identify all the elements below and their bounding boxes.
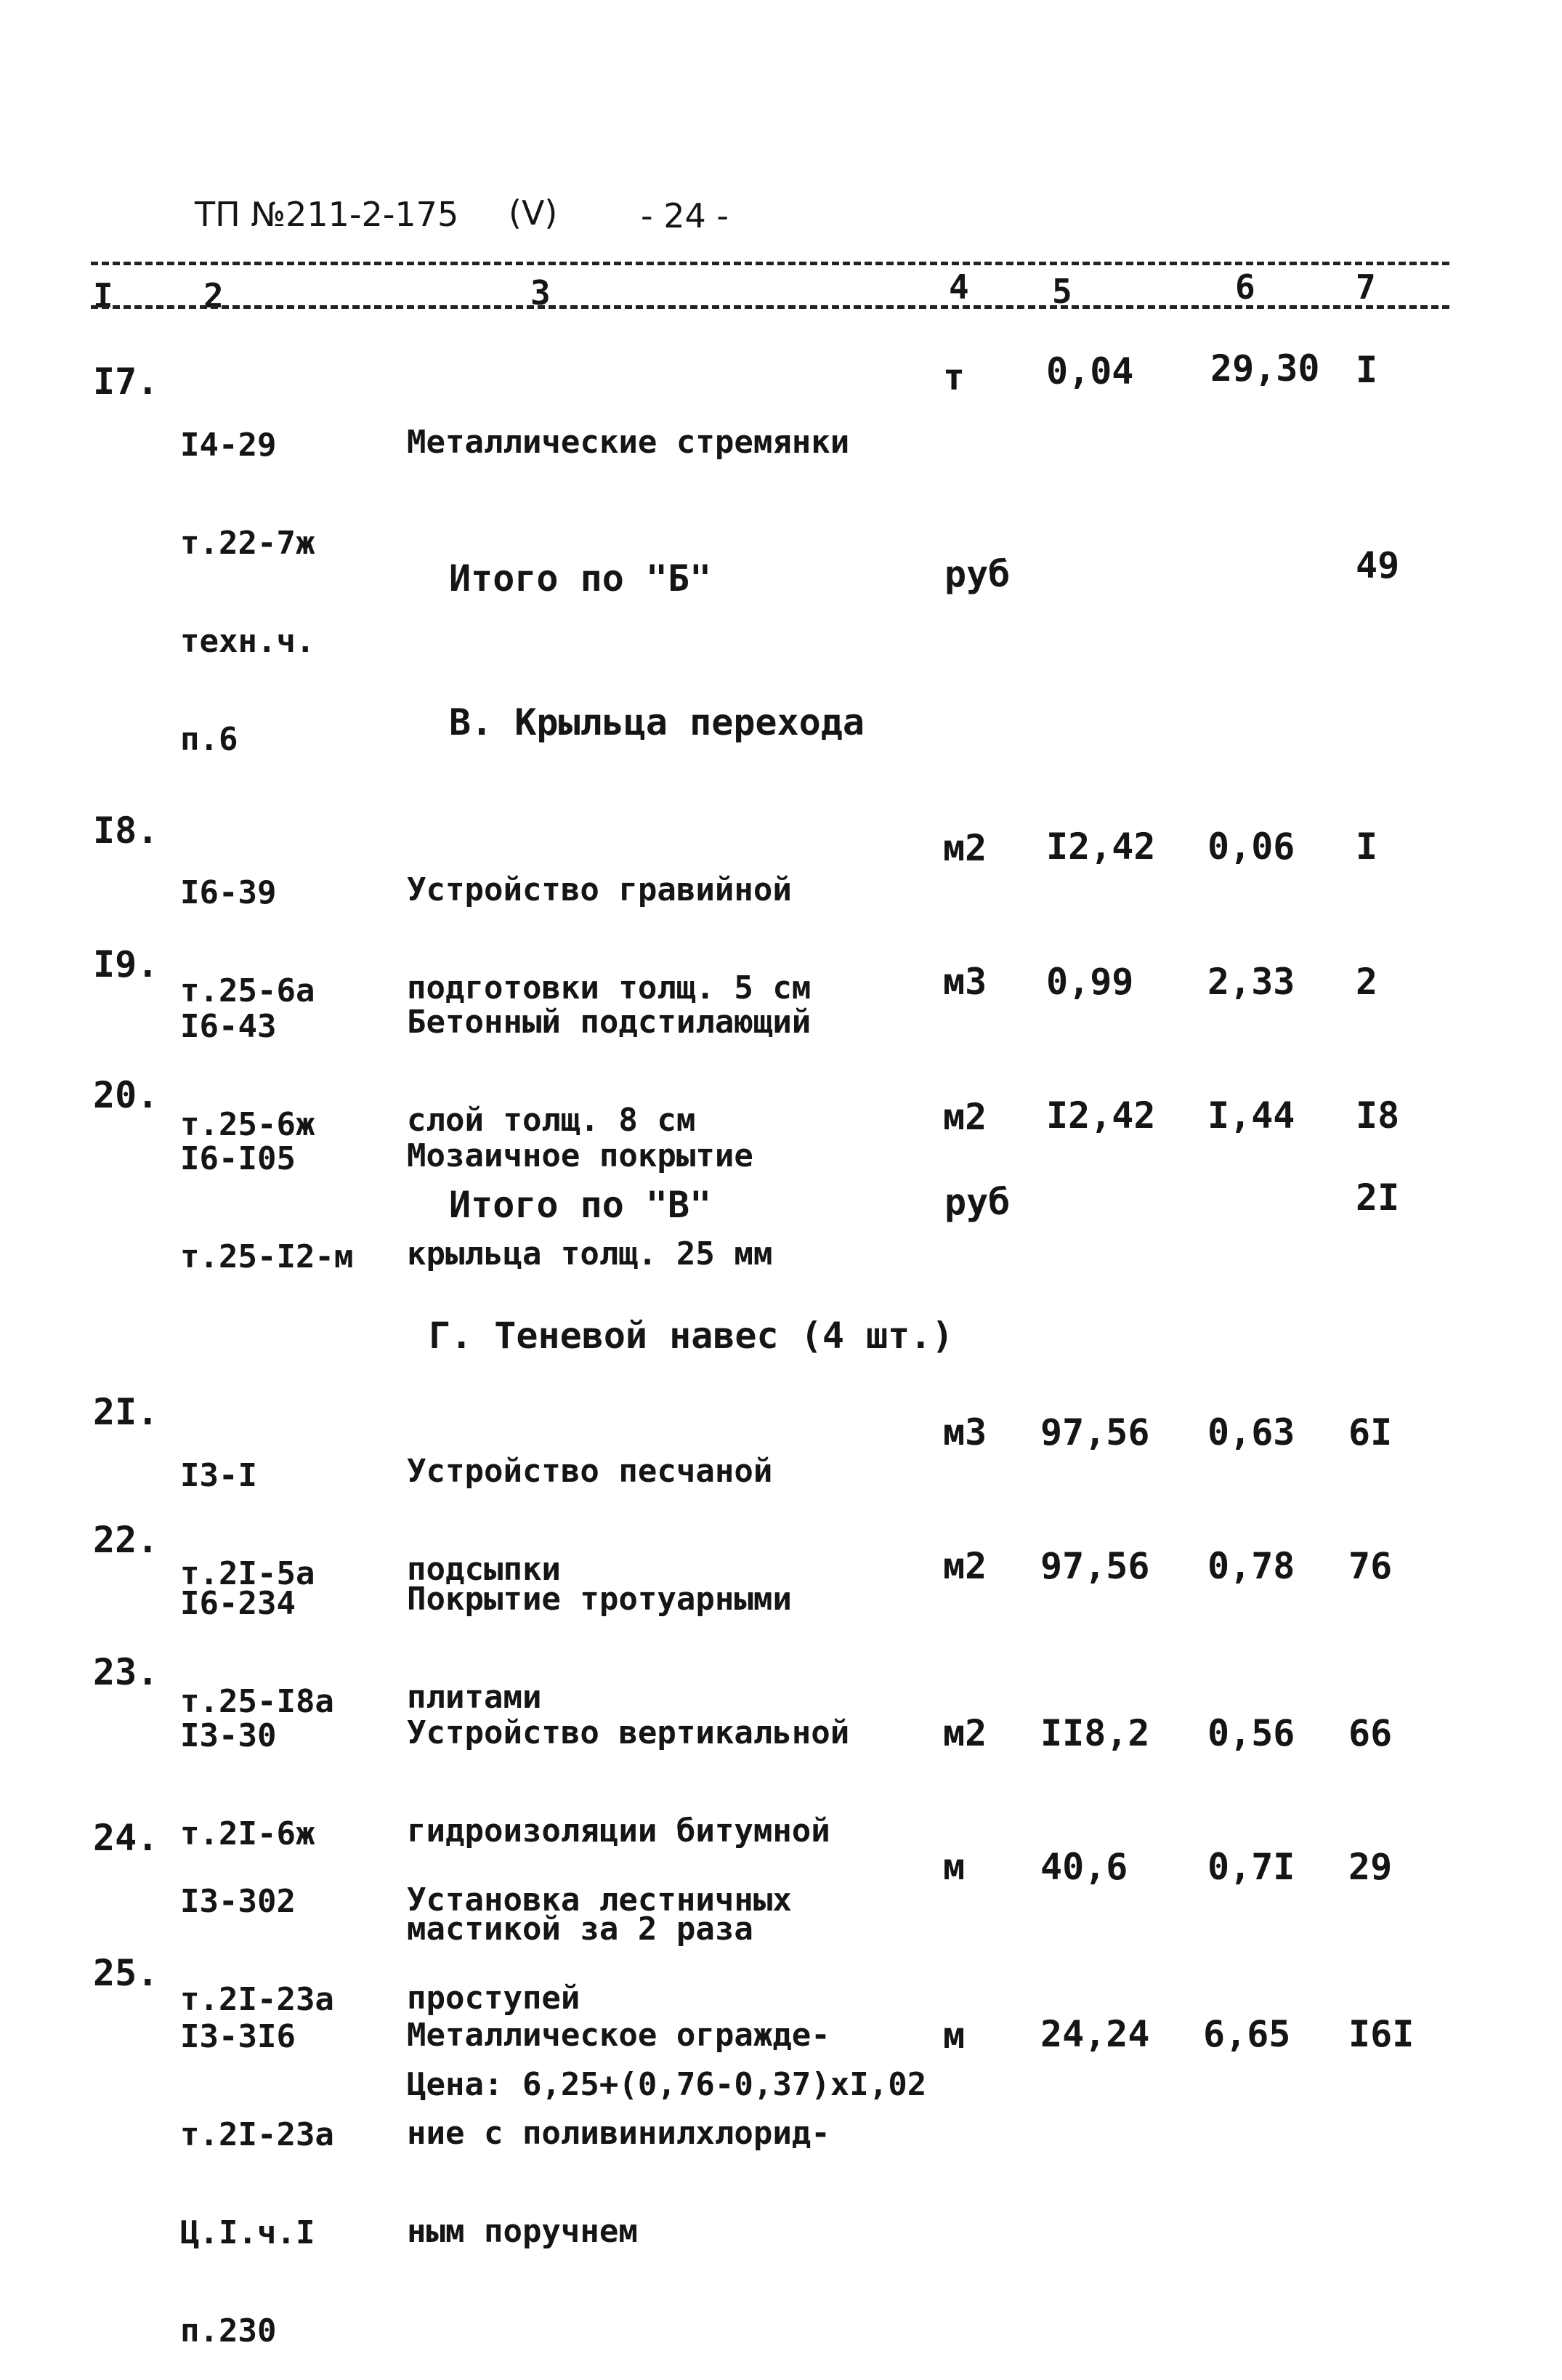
- row-unit-price: 6,65: [1203, 2013, 1291, 2055]
- row-total: I: [1356, 349, 1378, 391]
- code-line: I3-30: [180, 1717, 277, 1754]
- row-quantity: 97,56: [1040, 1545, 1150, 1587]
- column-number-7: 7: [1356, 267, 1376, 307]
- name-line: слой толщ. 8 см: [407, 1102, 696, 1139]
- row-unit-price: 0,7I: [1207, 1846, 1295, 1888]
- name-line: Устройство песчаной: [407, 1453, 773, 1490]
- header-bottom-rule: [91, 305, 1449, 309]
- code-line: т.25-I2-м: [180, 1238, 354, 1275]
- code-line: т.2I-6ж: [180, 1815, 315, 1852]
- document-variant: (V): [509, 193, 558, 233]
- row-quantity: 0,04: [1046, 350, 1134, 392]
- row-total: I6I: [1348, 2013, 1415, 2055]
- row-unit-price: I,44: [1207, 1094, 1295, 1137]
- row-total: 2: [1356, 961, 1378, 1003]
- code-line: п.230: [180, 2312, 277, 2349]
- name-line: ным поручнем: [407, 2213, 638, 2250]
- page-number: - 24 -: [641, 196, 729, 235]
- code-line: т.2I-23а: [180, 2116, 334, 2153]
- row-total: I8: [1356, 1094, 1400, 1137]
- row-number: 2I.: [93, 1391, 159, 1433]
- row-unit: м2: [943, 1712, 987, 1754]
- row-unit-price: 2,33: [1207, 961, 1295, 1003]
- column-number-4: 4: [949, 267, 969, 307]
- name-line: Мозаичное покрытие: [407, 1137, 753, 1174]
- row-unit: т: [943, 356, 966, 398]
- row-total: 76: [1348, 1545, 1393, 1587]
- section-title: В. Крыльца перехода: [449, 701, 865, 743]
- subtotal-total: 2I: [1356, 1177, 1400, 1219]
- row-quantity: 24,24: [1040, 2013, 1150, 2055]
- row-total: 6I: [1348, 1411, 1393, 1453]
- subtotal-unit: руб: [944, 1181, 1011, 1223]
- row-unit: м2: [943, 1545, 987, 1587]
- code-line: I3-I: [180, 1457, 257, 1494]
- column-number-6: 6: [1235, 267, 1255, 307]
- name-line: плитами: [407, 1679, 542, 1716]
- code-line: т.22-7ж: [180, 525, 315, 562]
- name-line: Покрытие тротуарными: [407, 1581, 792, 1618]
- row-code: [180, 1955, 334, 2380]
- code-line: I3-3I6: [180, 2018, 296, 2055]
- row-unit-price: 29,30: [1210, 347, 1320, 390]
- row-unit-price: 0,78: [1207, 1545, 1295, 1587]
- code-line: п.6: [180, 721, 238, 758]
- row-total: I: [1356, 826, 1378, 868]
- name-line: Бетонный подстилающий: [407, 1004, 812, 1041]
- row-code: [180, 1077, 353, 1306]
- row-unit: м: [943, 2014, 966, 2057]
- row-unit-price: 0,56: [1207, 1712, 1295, 1754]
- row-unit: м: [943, 1846, 966, 1888]
- name-line: крыльца толщ. 25 мм: [407, 1235, 773, 1272]
- column-number-1: I: [93, 276, 113, 315]
- row-work-name: [407, 360, 849, 491]
- row-number: I8.: [93, 810, 159, 852]
- name-line: гидроизоляции битумной: [407, 1812, 830, 1849]
- row-number: 23.: [93, 1651, 159, 1693]
- code-line: I6-39: [180, 874, 277, 911]
- row-unit: м3: [943, 1411, 987, 1453]
- name-line: Устройство вертикальной: [407, 1714, 850, 1751]
- code-line: I6-43: [180, 1008, 277, 1045]
- row-number: 25.: [93, 1952, 159, 1994]
- row-number: I9.: [93, 943, 159, 985]
- row-code: [180, 363, 315, 788]
- subtotal-unit: руб: [944, 553, 1011, 595]
- name-line: Устройство гравийной: [407, 871, 792, 908]
- row-unit: м2: [943, 827, 987, 869]
- row-quantity: I2,42: [1046, 1094, 1156, 1137]
- subtotal-label: Итого по "Б": [449, 557, 712, 600]
- name-line: ние с поливинилхлорид-: [407, 2115, 830, 2152]
- header-top-rule: [91, 262, 1449, 265]
- column-number-5: 5: [1052, 272, 1072, 311]
- subtotal-label: Итого по "В": [449, 1184, 712, 1226]
- name-line: Установка лестничных: [407, 1881, 792, 1919]
- name-line: Металлические стремянки: [407, 424, 850, 461]
- column-number-3: 3: [530, 273, 551, 312]
- section-title: Г. Теневой навес (4 шт.): [429, 1315, 954, 1357]
- row-work-name: [407, 1953, 830, 2280]
- row-quantity: 40,6: [1040, 1846, 1128, 1888]
- name-line: проступей: [407, 1980, 580, 2017]
- code-line: т.25-6ж: [180, 1106, 315, 1143]
- document-reference: ТП №211-2-175: [195, 195, 459, 234]
- row-number: I7.: [93, 360, 159, 403]
- code-line: I3-302: [180, 1883, 296, 1920]
- subtotal-total: 49: [1356, 544, 1400, 586]
- row-number: 20.: [93, 1074, 159, 1116]
- row-quantity: I2,42: [1046, 826, 1156, 868]
- name-line: подсыпки: [407, 1551, 561, 1588]
- row-unit-price: 0,63: [1207, 1411, 1295, 1453]
- row-quantity: II8,2: [1040, 1712, 1150, 1754]
- code-line: I6-I05: [180, 1140, 296, 1177]
- column-number-2: 2: [203, 276, 224, 315]
- row-quantity: 0,99: [1046, 961, 1134, 1003]
- name-line: Металлическое огражде-: [407, 2017, 830, 2054]
- code-line: Ц.I.ч.I: [180, 2214, 315, 2251]
- row-unit-price: 0,06: [1207, 826, 1295, 868]
- code-line: т.2I-5а: [180, 1555, 315, 1592]
- row-number: 22.: [93, 1519, 159, 1561]
- code-line: т.25-I8а: [180, 1683, 334, 1720]
- row-number: 24.: [93, 1817, 159, 1859]
- name-line: мастикой за 2 раза: [407, 1911, 753, 1948]
- price-formula: Цена: 6,25+(0,76-0,37)хI,02: [407, 2066, 927, 2103]
- code-line: т.25-6а: [180, 972, 315, 1009]
- name-line: подготовки толщ. 5 см: [407, 969, 812, 1007]
- code-line: техн.ч.: [180, 623, 315, 660]
- row-unit: м3: [943, 961, 987, 1003]
- row-total: 29: [1348, 1846, 1393, 1888]
- row-total: 66: [1348, 1712, 1393, 1754]
- row-unit: м2: [943, 1096, 987, 1138]
- row-quantity: 97,56: [1040, 1411, 1150, 1453]
- code-line: т.2I-23а: [180, 1981, 334, 2018]
- code-line: I6-234: [180, 1585, 296, 1622]
- code-line: I4-29: [180, 427, 277, 464]
